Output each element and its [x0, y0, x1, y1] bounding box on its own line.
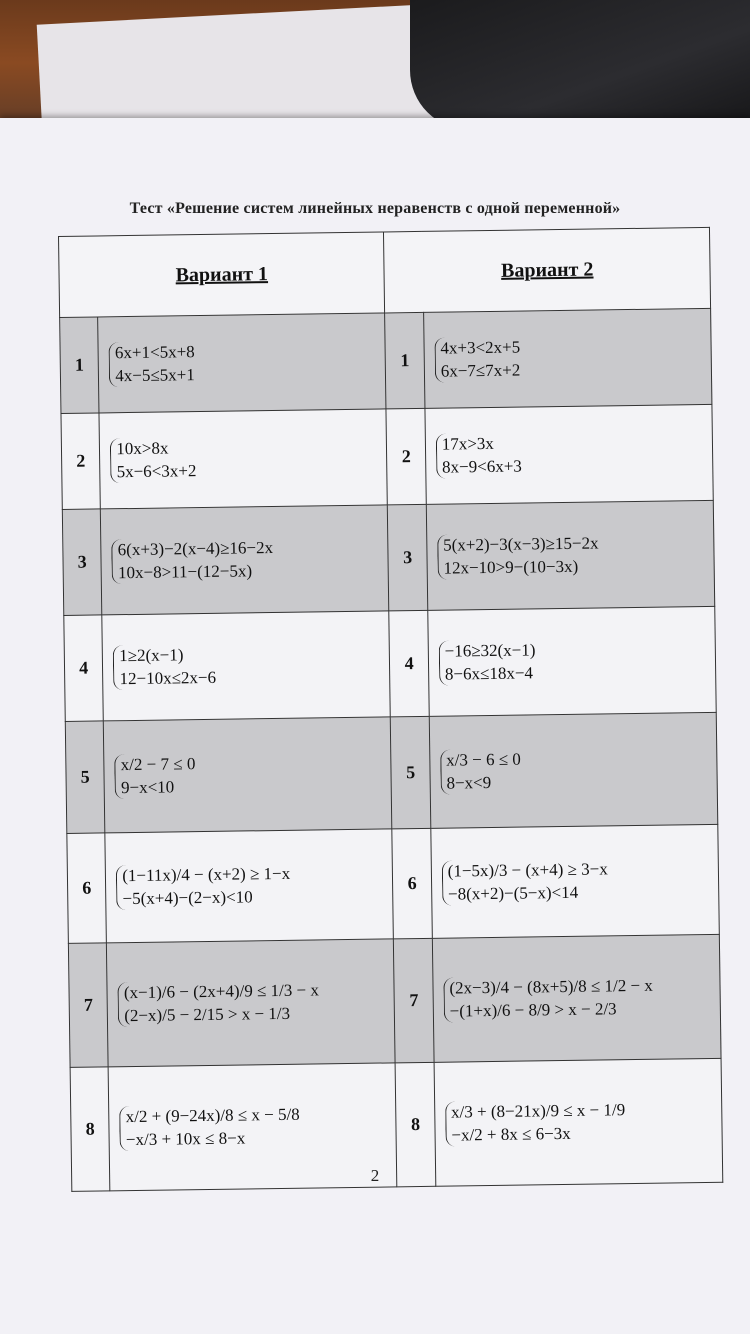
inequality: 5(x+2)−3(x−3)≥15−2x [443, 533, 599, 555]
inequality: 6x+1<5x+8 [114, 341, 195, 362]
inequality-system-variant-2 [425, 404, 713, 504]
inequality-system-variant-1 [98, 313, 386, 413]
task-number: 7 [68, 943, 108, 1068]
inequality: 4x+3<2x+5 [440, 337, 521, 358]
page-number: 2 [370, 1166, 380, 1185]
inequality-system-variant-2 [426, 500, 715, 610]
system-brace [437, 532, 599, 580]
task-number: 7 [394, 938, 434, 1063]
inequality: −5(x+4)−(2−x)<10 [122, 886, 253, 908]
task-number: 4 [389, 610, 429, 717]
inequality-system-variant-1 [99, 409, 387, 509]
paper-page [0, 118, 750, 1334]
task-number: 2 [61, 413, 101, 510]
inequality: 8x−9<6x+3 [441, 456, 522, 477]
system-brace [118, 979, 320, 1028]
inequality: 6x−7≤7x+2 [440, 360, 521, 381]
inequality: x/2 + (9−24x)/8 ≤ x − 5/8 [125, 1104, 300, 1126]
system-brace [442, 858, 609, 906]
inequality: 8−x<9 [446, 772, 492, 793]
task-number: 1 [385, 312, 425, 409]
task-number: 8 [70, 1067, 110, 1192]
task-number: 1 [60, 317, 100, 414]
inequality: 12x−10>9−(10−3x) [443, 556, 579, 578]
inequality: x/2 − 7 ≤ 0 [120, 753, 196, 774]
system-brace [115, 753, 196, 800]
system-brace [436, 432, 522, 479]
inequality: (2−x)/5 − 2/15 > x − 1/3 [124, 1003, 291, 1025]
task-row [64, 606, 716, 721]
inequality-system-variant-2 [423, 308, 711, 408]
inequality-system-variant-1 [102, 611, 391, 721]
variant-1-header: Вариант 1 [59, 232, 386, 318]
inequality-system-variant-1 [101, 505, 390, 615]
task-row [61, 404, 713, 509]
inequality: (1−5x)/3 − (x+4) ≥ 3−x [447, 858, 608, 881]
task-row [65, 712, 718, 833]
inequality: 17x>3x [441, 433, 494, 454]
system-brace [439, 639, 536, 686]
test-table-body [60, 308, 723, 1191]
inequality: (x−1)/6 − (2x+4)/9 ≤ 1/3 − x [123, 979, 320, 1002]
inequality: 12−10x≤2x−6 [119, 667, 217, 688]
inequality: x/3 − 6 ≤ 0 [446, 749, 521, 770]
inequality-system-variant-2 [432, 934, 721, 1062]
task-row [60, 308, 712, 413]
inequality-system-variant-2 [431, 824, 720, 938]
task-number: 5 [391, 716, 431, 829]
inequality: −x/2 + 8x ≤ 6−3x [451, 1123, 571, 1145]
system-brace [113, 643, 216, 690]
variant-2-header: Вариант 2 [384, 227, 711, 313]
task-row [62, 500, 714, 615]
inequality: −(1+x)/6 − 8/9 > x − 2/3 [449, 998, 617, 1021]
inequality-system-variant-2 [429, 712, 718, 828]
inequality: −x/3 + 10x ≤ 8−x [125, 1127, 246, 1149]
system-brace [445, 1099, 626, 1147]
task-number: 6 [392, 828, 432, 939]
system-brace [112, 537, 274, 585]
inequality-system-variant-1 [104, 717, 393, 833]
task-number: 3 [388, 504, 428, 611]
task-number: 6 [67, 833, 107, 944]
system-brace [119, 1103, 300, 1151]
inequality: 5x−6<3x+2 [116, 460, 197, 481]
inequality: −8(x+2)−(5−x)<14 [447, 882, 579, 904]
task-row [68, 934, 721, 1067]
inequality: (2x−3)/4 − (8x+5)/8 ≤ 1/2 − x [449, 975, 653, 998]
inequality: 8−6x≤18x−4 [444, 662, 534, 684]
inequality-system-variant-2 [428, 606, 717, 716]
task-number: 8 [396, 1062, 436, 1187]
inequality: 10x>8x [116, 438, 169, 458]
inequality: x/3 + (8−21x)/9 ≤ x − 1/9 [450, 1099, 626, 1122]
inequality: 10x−8>11−(12−5x) [117, 560, 253, 582]
dark-object-background [410, 0, 750, 130]
task-number: 5 [65, 721, 105, 834]
task-number: 3 [62, 509, 102, 616]
inequality: 4x−5≤5x+1 [115, 364, 195, 385]
inequality-system-variant-1 [107, 939, 396, 1067]
inequality-system-variant-1 [105, 829, 394, 943]
inequality: 6(x+3)−2(x−4)≥16−2x [117, 537, 274, 559]
system-brace [440, 748, 521, 795]
inequality: 1≥2(x−1) [119, 644, 184, 665]
system-brace [109, 341, 195, 388]
task-number: 2 [386, 408, 426, 505]
inequality: 9−x<10 [120, 776, 175, 797]
system-brace [116, 862, 291, 910]
system-brace [110, 437, 196, 484]
test-table [58, 227, 723, 1192]
test-title: Тест «Решение систем линейных неравенств с одной переменной» [129, 200, 621, 217]
system-brace [434, 336, 520, 383]
system-brace [443, 974, 653, 1023]
inequality: (1−11x)/4 − (x+2) ≥ 1−x [122, 863, 291, 885]
task-number: 4 [64, 615, 104, 722]
task-row [67, 824, 719, 943]
inequality: −16≥32(x−1) [444, 639, 536, 661]
